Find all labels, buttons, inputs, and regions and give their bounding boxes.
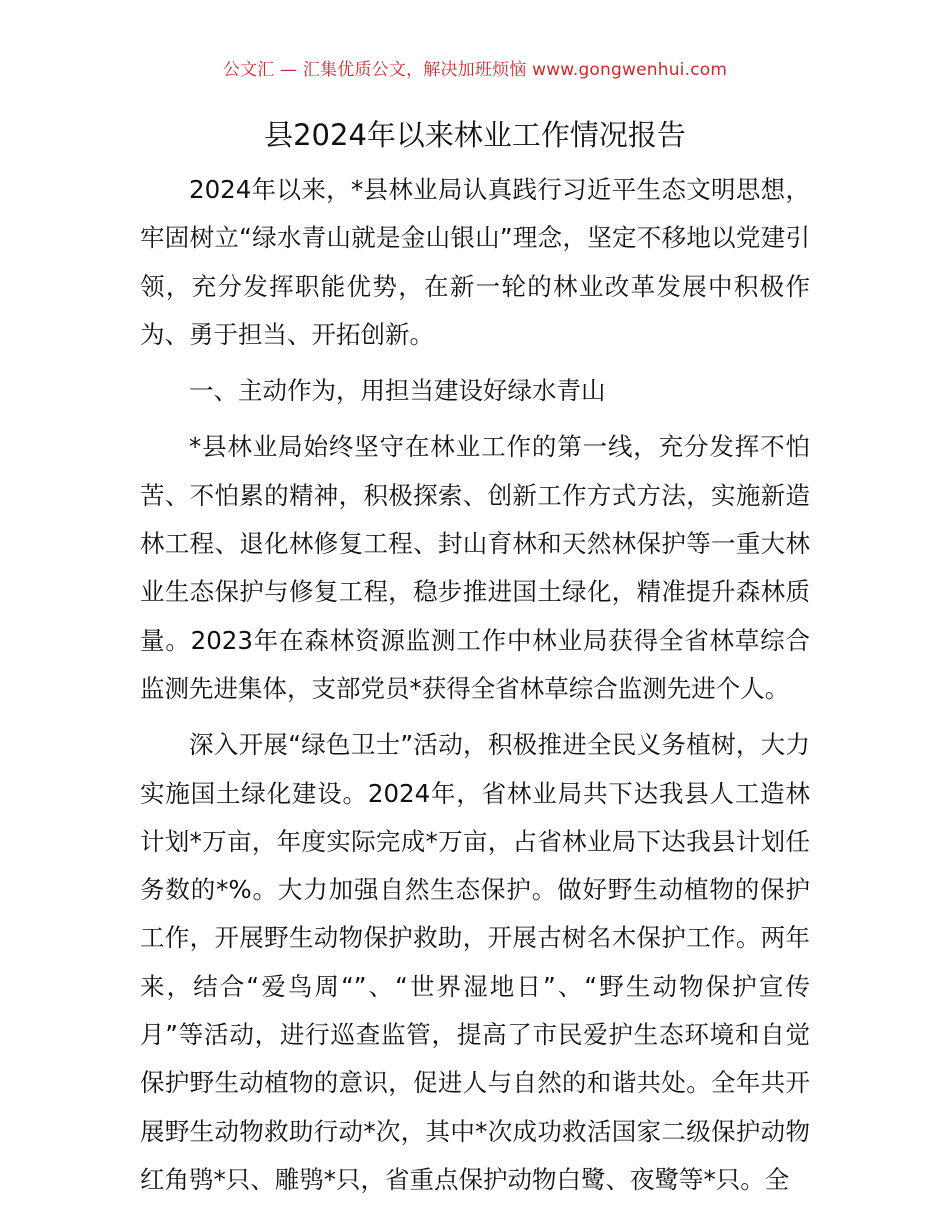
document-body xyxy=(140,166,810,1204)
header-banner: 公文汇 — 汇集优质公文，解决加班烦恼 www.gongwenhui.com xyxy=(222,60,728,80)
paragraph-forestry-work: *县林业局始终坚守在林业工作的第一线，充分发挥不怕苦、不怕累的精神，积极探索、创新工作方式方法，实施新造林工程、退化林修复工程、封山育林和天然林保护等一重大林业生态保护与修复工程，稳步推进国土绿化，精准提升森林质量。2023年在森林资源监测工作中林业局获得全省林草综合监测先进集体，支部党员*获得全省林草综合监测先进个人。 xyxy=(140,432,810,703)
document-title: 县2024年以来林业工作情况报告 xyxy=(264,118,686,152)
paragraph-intro: 2024年以来，*县林业局认真践行习近平生态文明思想，牢固树立“绿水青山就是金山银山”理念，坚定不移地以党建引领，充分发挥职能优势，在新一轮的林业改革发展中积极作为、勇于担当、开拓创新。 xyxy=(140,175,810,349)
section-heading-1: 一、主动作为，用担当建设好绿水青山 xyxy=(189,376,606,406)
paragraph-green-guard: 深入开展“绿色卫士”活动，积极推进全民义务植树，大力实施国土绿化建设。2024年，省林业局共下达我县人工造林计划*万亩，年度实际完成*万亩，占省林业局下达我县计划任务数的*%。大力加强自然生态保护。做好野生动植物的保护工作，开展野生动物保护救助，开展古树名木保护工作。两年来，结合“爱鸟周“”、“世界湿地日”、“野生动物保护宣传月”等活动，进行巡查监管，提高了市民爱护生态环境和自觉保护野生动植物的意识，促进人与自然的和谐共处。全年共开展野生动物救助行动*次，其中*次成功救活国家二级保护动物红角鸮*只、雕鸮*只，省重点保护动物白鹭、夜鹭等*只。全 xyxy=(140,730,810,1194)
